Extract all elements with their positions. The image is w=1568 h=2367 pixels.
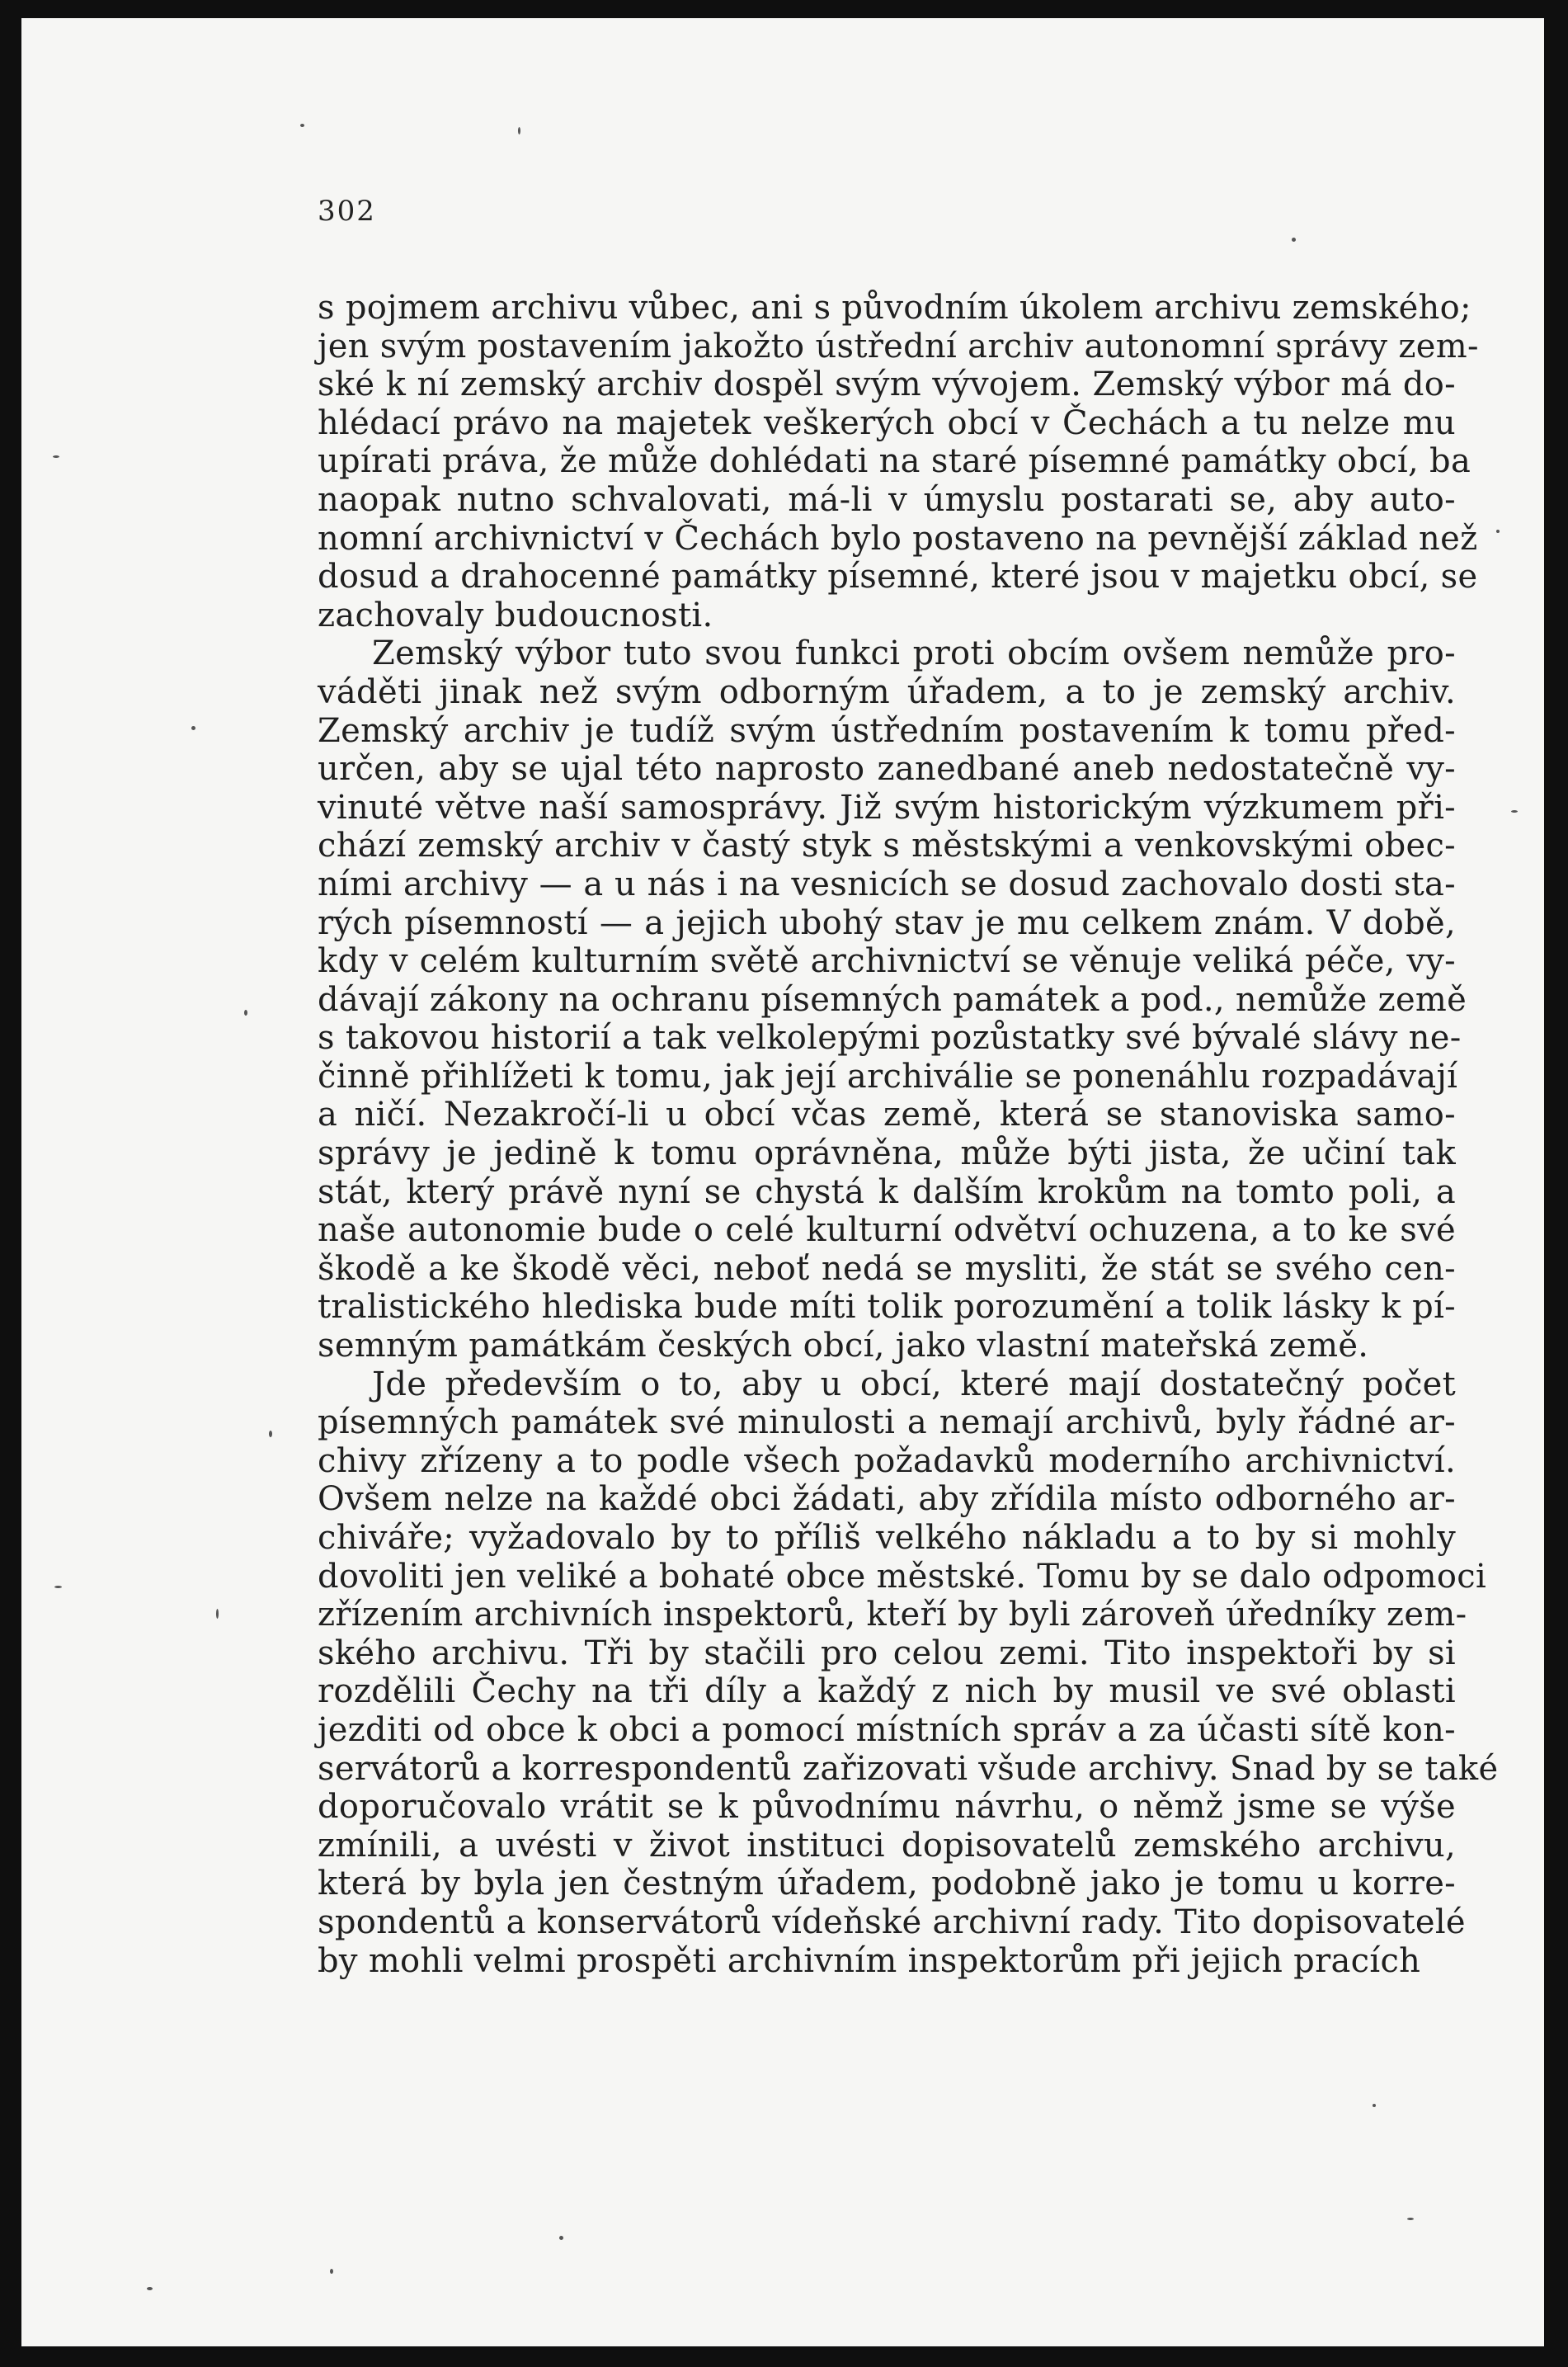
text-line: Zemský výbor tuto svou funkci proti obcím ovšem nemůže pro- <box>372 634 1456 673</box>
scan-speck <box>300 124 304 127</box>
text-line: rých písemností — a jejich ubohý stav je mu celkem znám. V době, <box>318 903 1456 942</box>
scan-speck <box>244 1010 247 1016</box>
scan-speck <box>1511 810 1518 813</box>
text-line: jen svým postavením jakožto ústřední archiv autonomní správy zem- <box>318 327 1479 365</box>
page-number: 302 <box>318 195 376 228</box>
scan-speck <box>269 1431 272 1437</box>
text-line: chivy zřízeny a to podle všech požadavků moderního archivnictví. <box>318 1441 1456 1480</box>
text-line: vinuté větve naší samosprávy. Již svým historickým výzkumem při- <box>318 788 1456 827</box>
text-line: Zemský archiv je tudíž svým ústředním postavením k tomu před- <box>318 711 1456 750</box>
text-line: hlédací právo na majetek veškerých obcí v Čechách a tu nelze mu <box>318 403 1456 442</box>
text-line: tralistického hlediska bude míti tolik porozumění a tolik lásky k pí- <box>318 1288 1456 1327</box>
text-line: škodě a ke škodě věci, neboť nedá se mysliti, že stát se svého cen- <box>318 1249 1456 1288</box>
scan-speck <box>216 1609 219 1619</box>
text-line: ské k ní zemský archiv dospěl svým vývojem. Zemský výbor má do- <box>318 365 1456 404</box>
text-line: semným památkám českých obcí, jako vlastní mateřská země. <box>318 1327 1369 1365</box>
scan-speck <box>1292 238 1296 242</box>
text-line: servátorů a korrespondentů zařizovati všude archivy. Snad by se také <box>318 1749 1499 1788</box>
text-line: spondentů a konservátorů vídeňské archivní rady. Tito dopisovatelé <box>318 1903 1466 1941</box>
text-line: a ničí. Nezakročí-li u obcí včas země, která se stanoviska samo- <box>318 1096 1456 1134</box>
text-line: Jde především o to, aby u obcí, které mají dostatečný počet <box>372 1365 1456 1403</box>
text-line: váděti jinak než svým odborným úřadem, a to je zemský archiv. <box>318 672 1456 711</box>
text-line: naopak nutno schvalovati, má-li v úmyslu postarati se, aby auto- <box>318 480 1456 519</box>
text-line: dovoliti jen veliké a bohaté obce městské. Tomu by se dalo odpomoci <box>318 1557 1487 1596</box>
scan-speck <box>1407 2218 1414 2220</box>
text-line: určen, aby se ujal této naprosto zanedbané aneb nedostatečně vy- <box>318 750 1456 789</box>
scan-speck <box>191 726 195 730</box>
text-line: správy je jedině k tomu oprávněna, může býti jista, že učiní tak <box>318 1134 1456 1173</box>
book-page <box>21 18 1544 2346</box>
text-line: činně přihlížeti k tomu, jak její archiválie se ponenáhlu rozpadávají <box>318 1057 1458 1096</box>
text-line: s takovou historií a tak velkolepými pozůstatky své bývalé slávy ne- <box>318 1019 1462 1058</box>
text-line: upírati práva, že může dohlédati na staré písemné památky obcí, ba <box>318 442 1471 481</box>
text-line: rozdělili Čechy na tři díly a každý z nich by musil ve své oblasti <box>318 1672 1456 1711</box>
text-line: zřízením archivních inspektorů, kteří by byli zároveň úředníky zem- <box>318 1596 1467 1634</box>
text-line: dávají zákony na ochranu písemných památek a pod., nemůže země <box>318 980 1467 1019</box>
text-line: zachovaly budoucnosti. <box>318 596 713 634</box>
scan-speck <box>53 455 59 458</box>
text-line: zmínili, a uvésti v život instituci dopisovatelů zemského archivu, <box>318 1826 1456 1865</box>
text-line: stát, který právě nyní se chystá k dalším krokům na tomto poli, a <box>318 1172 1456 1211</box>
text-line: Ovšem nelze na každé obci žádati, aby zřídila místo odborného ar- <box>318 1480 1456 1519</box>
text-line: jezditi od obce k obci a pomocí místních správ a za účasti sítě kon- <box>318 1710 1456 1749</box>
scan-speck <box>147 2287 153 2290</box>
text-line: dosud a drahocenné památky písemné, které jsou v majetku obcí, se <box>318 558 1478 596</box>
scan-speck <box>518 127 520 134</box>
text-line: písemných památek své minulosti a nemají archivů, byly řádné ar- <box>318 1403 1456 1442</box>
text-line: nomní archivnictví v Čechách bylo postaveno na pevnější základ než <box>318 519 1478 558</box>
text-line: naše autonomie bude o celé kulturní odvětví ochuzena, a to ke své <box>318 1211 1456 1250</box>
scan-speck <box>559 2236 563 2240</box>
scan-speck <box>1373 2104 1376 2107</box>
text-line: chází zemský archiv v častý styk s městskými a venkovskými obec- <box>318 827 1456 865</box>
text-line: chiváře; vyžadovalo by to příliš velkého nákladu a to by si mohly <box>318 1519 1456 1557</box>
text-line: s pojmem archivu vůbec, ani s původním úkolem archivu zemského; <box>318 289 1471 327</box>
scan-speck <box>1496 530 1500 533</box>
scan-speck <box>54 1586 62 1588</box>
text-line: kdy v celém kulturním světě archivnictví se věnuje veliká péče, vy- <box>318 942 1456 981</box>
scan-speck <box>330 2269 333 2274</box>
text-line: která by byla jen čestným úřadem, podobně jako je tomu u korre- <box>318 1865 1456 1903</box>
body-text <box>318 289 1499 1980</box>
text-line: ského archivu. Tři by stačili pro celou zemi. Tito inspektoři by si <box>318 1634 1456 1672</box>
text-line: ními archivy — a u nás i na vesnicích se dosud zachovalo dosti sta- <box>318 865 1456 903</box>
text-line: doporučovalo vrátit se k původnímu návrhu, o němž jsme se výše <box>318 1788 1456 1827</box>
text-line: by mohli velmi prospěti archivním inspektorům při jejich pracích <box>318 1941 1421 1980</box>
